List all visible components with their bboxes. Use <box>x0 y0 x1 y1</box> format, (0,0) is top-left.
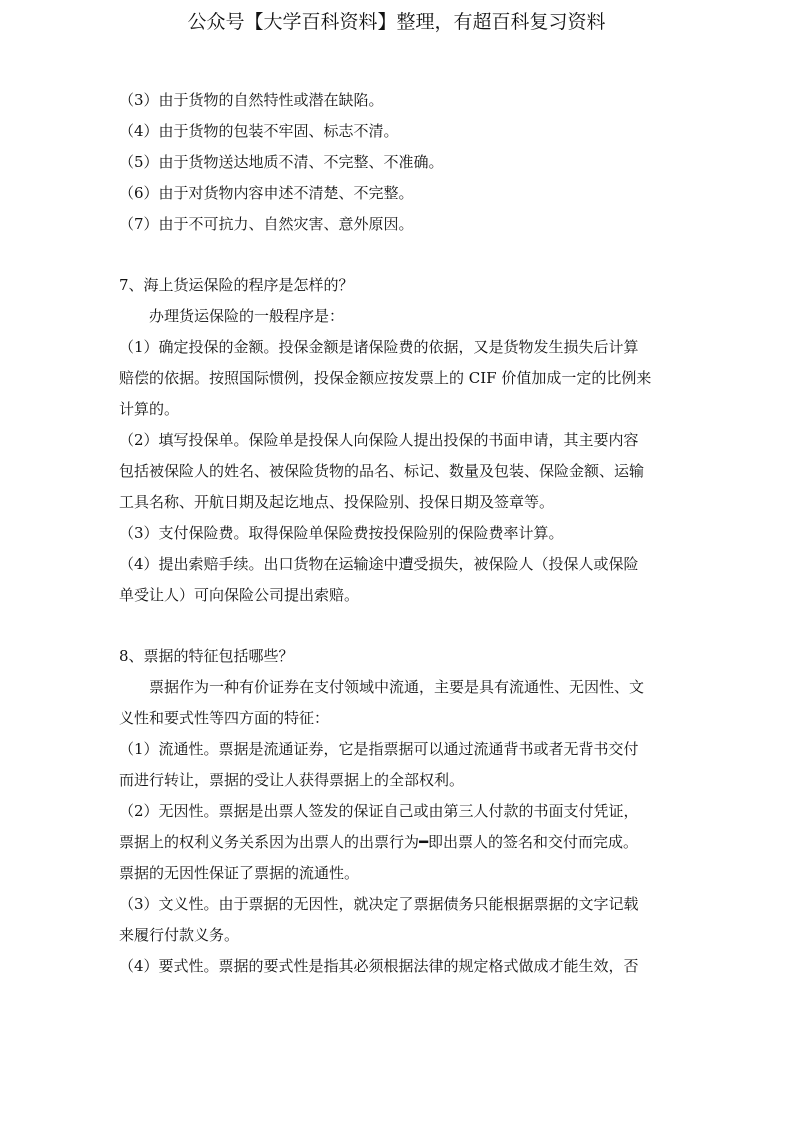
document-body <box>119 85 679 982</box>
paragraph-line: 单受让人）可向保险公司提出索赔。 <box>119 586 360 604</box>
paragraph-line: 计算的。 <box>119 400 180 418</box>
paragraph-line: 而进行转让，票据的受让人获得票据上的全部权利。 <box>119 771 465 789</box>
paragraph-line: 票据的无因性保证了票据的流通性。 <box>119 864 360 882</box>
block-liability-exclusions <box>119 85 679 240</box>
paragraph-line: （1）流通性。票据是流通证券，它是指票据可以通过流通背书或者无背书交付 <box>119 740 639 758</box>
paragraph-line: （5）由于货物送达地质不清、不完整、不准确。 <box>119 153 444 171</box>
page-header: 公众号【大学百科资料】整理，有超百科复习资料 <box>187 11 606 33</box>
paragraph-line: （2）填写投保单。保险单是投保人向保险人提出投保的书面申请，其主要内容 <box>119 431 639 449</box>
paragraph-line: （4）由于货物的包装不牢固、标志不清。 <box>119 122 399 140</box>
paragraph-line: （7）由于不可抗力、自然灾害、意外原因。 <box>119 215 414 233</box>
paragraph-line: （2）无因性。票据是出票人签发的保证自己或由第三人付款的书面支付凭证， <box>119 802 639 820</box>
section-gap <box>119 611 679 641</box>
paragraph-line: 赔偿的依据。按照国际惯例，投保金额应按发票上的 CIF 价值加成一定的比例来 <box>119 369 652 387</box>
paragraph-line: 工具名称、开航日期及起讫地点、投保险别、投保日期及签章等。 <box>119 493 555 511</box>
paragraph-line: 票据上的权利义务关系因为出票人的出票行为━即出票人的签名和交付而完成。 <box>119 833 639 851</box>
section-intro: 办理货运保险的一般程序是： <box>149 307 345 325</box>
paragraph-line: （1）确定投保的金额。投保金额是诸保险费的依据，又是货物发生损失后计算 <box>119 338 639 356</box>
section-8 <box>119 641 679 982</box>
section-heading: 7、海上货运保险的程序是怎样的？ <box>119 276 354 294</box>
section-gap <box>119 240 679 270</box>
section-heading: 8、票据的特征包括哪些？ <box>119 647 294 665</box>
paragraph-line: 来履行付款义务。 <box>119 926 240 944</box>
paragraph-line: 包括被保险人的姓名、被保险货物的品名、标记、数量及包装、保险金额、运输 <box>119 462 645 480</box>
section-intro: 票据作为一种有价证券在支付领域中流通，主要是具有流通性、无因性、文 <box>149 678 645 696</box>
paragraph-line: （4）要式性。票据的要式性是指其必须根据法律的规定格式做成才能生效，否 <box>119 957 639 975</box>
paragraph-line: （3）由于货物的自然特性或潜在缺陷。 <box>119 91 384 109</box>
paragraph-line: （6）由于对货物内容申述不清楚、不完整。 <box>119 184 414 202</box>
paragraph-line: （4）提出索赔手续。出口货物在运输途中遭受损失，被保险人（投保人或保险 <box>119 555 639 573</box>
paragraph-line: （3）支付保险费。取得保险单保险费按投保险别的保险费率计算。 <box>119 524 564 542</box>
section-intro-continued: 义性和要式性等四方面的特征： <box>119 709 330 727</box>
section-7 <box>119 270 679 611</box>
paragraph-line: （3）文义性。由于票据的无因性，就决定了票据债务只能根据票据的文字记载 <box>119 895 639 913</box>
